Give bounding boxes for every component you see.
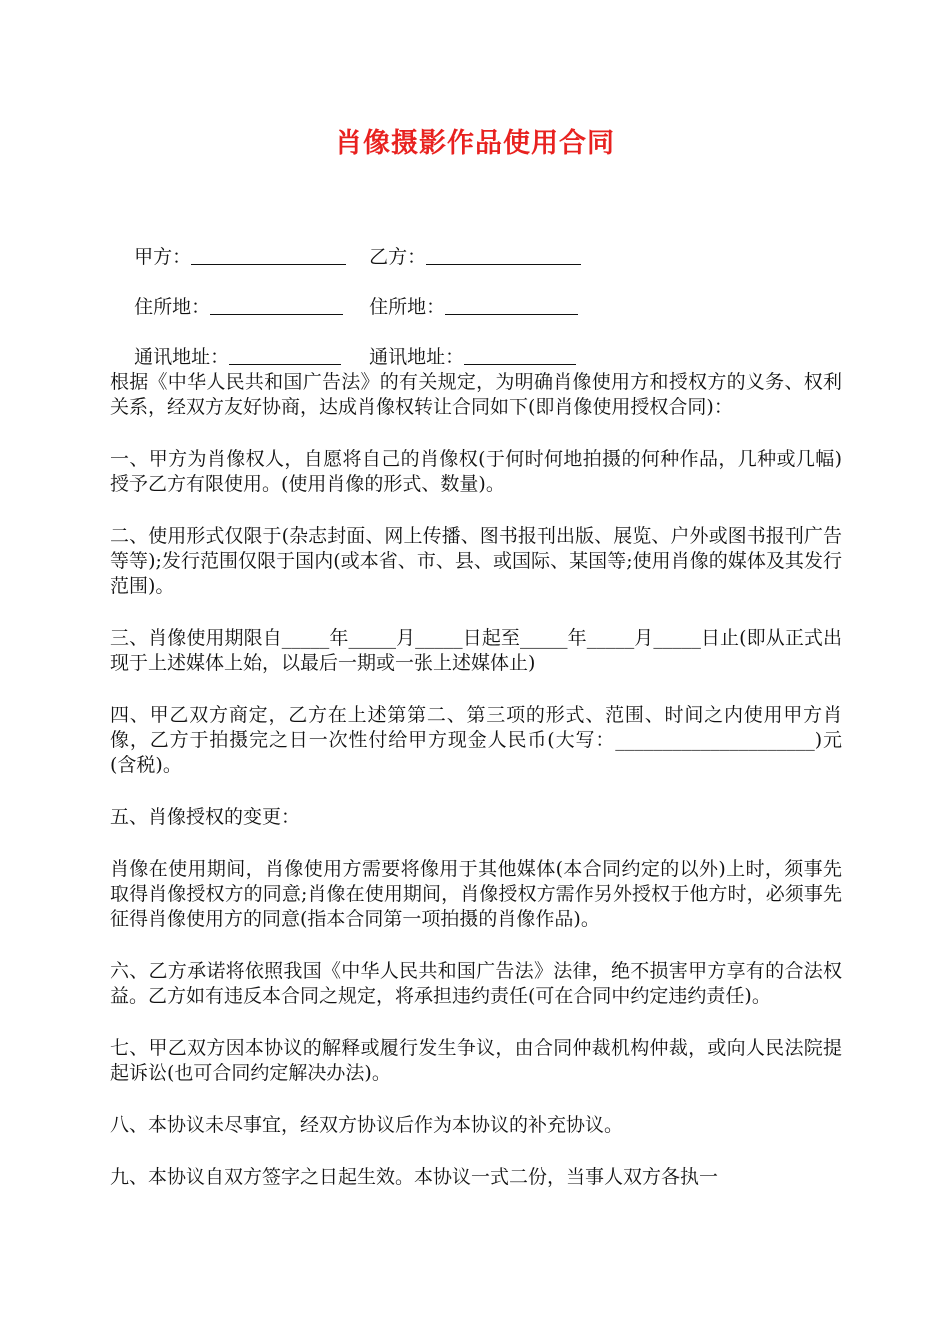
address-b-field: [369, 345, 576, 370]
clause-9: 九、本协议自双方签字之日起生效。本协议一式二份，当事人双方各执一: [110, 1166, 719, 1188]
clause-1: 一、甲方为肖像权人，自愿将自己的肖像权(于何时何地拍摄的何种作品，几种或几幅)授予乙方有限使用。(使用肖像的形式、数量)。: [110, 448, 842, 495]
document-title: 肖像摄影作品使用合同: [335, 128, 615, 159]
residence-a-field: [134, 295, 369, 320]
residence-b-label: 住所地：: [369, 296, 446, 318]
clause-6: 六、乙方承诺将依照我国《中华人民共和国广告法》法律，绝不损害甲方享有的合法权益。乙方如有违反本合同之规定，将承担违约责任(可在合同中约定违约责任)。: [110, 960, 842, 1007]
residence-b-blank: [445, 296, 578, 315]
clause-5-body: 肖像在使用期间，肖像使用方需要将像用于其他媒体(本合同约定的以外)上时，须事先取得肖像授权方的同意;肖像在使用期间，肖像授权方需作另外授权于他方时，必须事先征得肖像使用方的同意(指本合同第一项拍摄的肖像作品)。: [110, 858, 842, 930]
party-a-blank: [191, 246, 346, 265]
address-b-blank: [464, 346, 576, 365]
address-b-label: 通讯地址：: [369, 346, 465, 368]
party-b-field: [369, 245, 581, 270]
residence-a-label: 住所地：: [134, 296, 211, 318]
clause-3: 三、肖像使用期限自_____年_____月_____日起至_____年_____月_____日止(即从正式出现于上述媒体上始，以最后一期或一张上述媒体止): [110, 627, 842, 674]
clause-7: 七、甲乙双方因本协议的解释或履行发生争议，由合同仲裁机构仲裁，或向人民法院提起诉讼(也可合同约定解决办法)。: [110, 1037, 842, 1084]
residence-a-blank: [210, 296, 343, 315]
party-a-field: [134, 245, 369, 270]
clause-8: 八、本协议未尽事宜，经双方协议后作为本协议的补充协议。: [110, 1114, 624, 1136]
address-a-blank: [229, 346, 341, 365]
residence-b-field: [369, 295, 578, 320]
address-a-label: 通讯地址：: [134, 346, 230, 368]
clause-4: 四、甲乙双方商定，乙方在上述第第二、第三项的形式、范围、时间之内使用甲方肖像，乙方于拍摄完之日一次性付给甲方现金人民币(大写：_____________________)元(含税)。: [110, 704, 842, 776]
clause-5-heading: 五、肖像授权的变更：: [110, 806, 301, 828]
address-a-field: [134, 345, 369, 370]
clause-2: 二、使用形式仅限于(杂志封面、网上传播、图书报刊出版、展览、户外或图书报刊广告等等);发行范围仅限于国内(或本省、市、县、或国际、某国等;使用肖像的媒体及其发行范围)。: [110, 525, 842, 597]
party-b-label: 乙方：: [369, 246, 427, 268]
party-a-label: 甲方：: [134, 246, 192, 268]
contract-body: [110, 370, 842, 1190]
party-b-blank: [426, 246, 581, 265]
intro-paragraph: 根据《中华人民共和国广告法》的有关规定，为明确肖像使用方和授权方的义务、权利关系，经双方友好协商，达成肖像权转让合同如下(即肖像使用授权合同)：: [110, 371, 842, 418]
